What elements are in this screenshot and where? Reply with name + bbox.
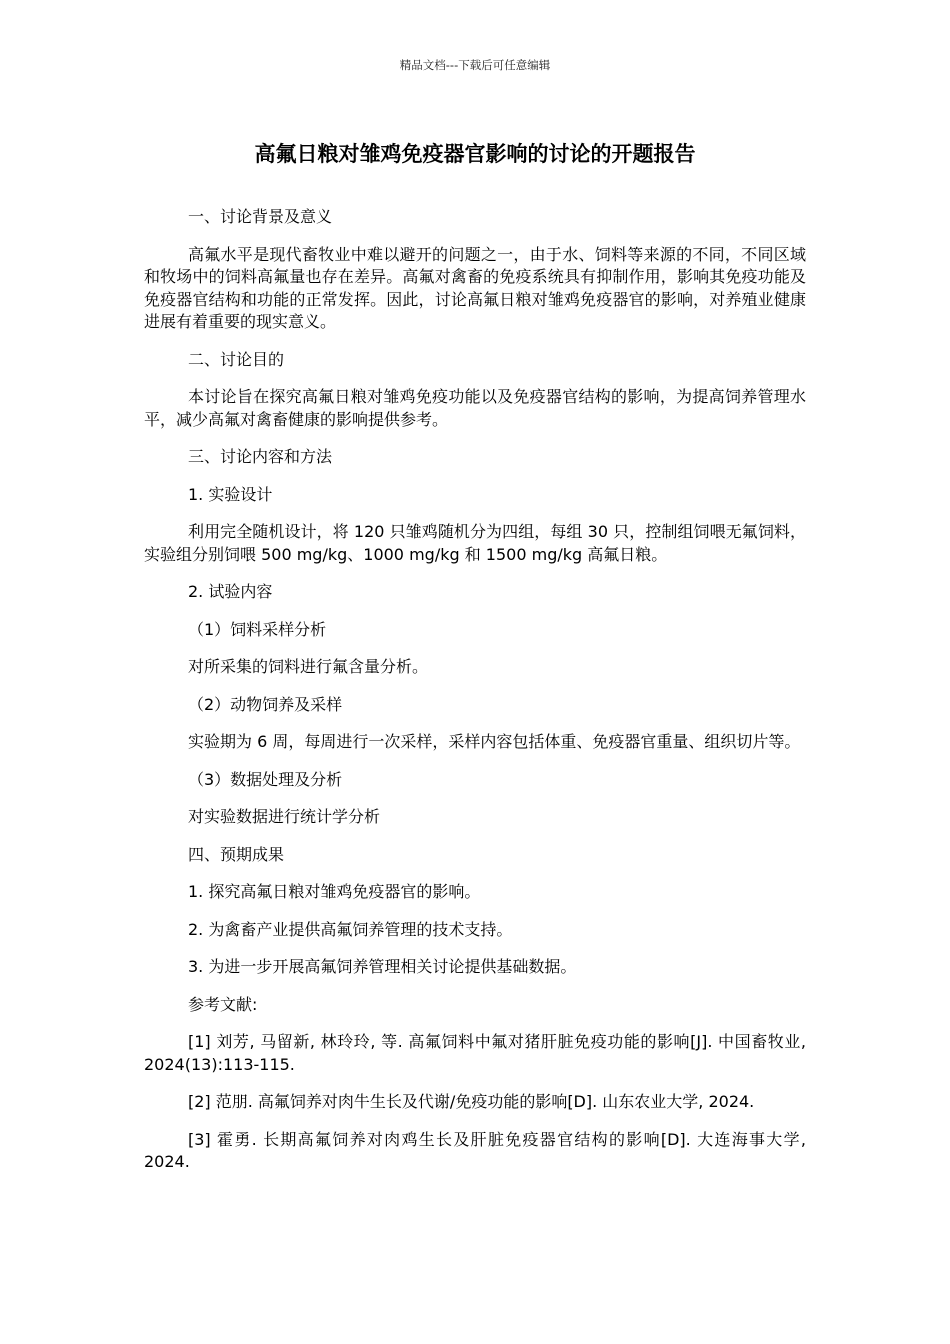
expected-result-item: 2. 为禽畜产业提供高氟饲养管理的技术支持。 bbox=[188, 919, 513, 939]
paragraph-feed-sampling: 对所采集的饲料进行氟含量分析。 bbox=[188, 657, 429, 676]
expected-result-item: 3. 为进一步开展高氟饲养管理相关讨论提供基础数据。 bbox=[188, 957, 577, 976]
item-feed-sampling: （1）饲料采样分析 bbox=[188, 619, 327, 639]
paragraph-data-analysis: 对实验数据进行统计学分析 bbox=[188, 807, 381, 826]
subheading-test-content: 2. 试验内容 bbox=[188, 582, 273, 601]
item-data-analysis: （3）数据处理及分析 bbox=[188, 769, 343, 789]
paragraph-background: 高氟水平是现代畜牧业中难以避开的问题之一，由于水、饲料等来源的不同，不同区域和牧场中的饲料高氟量也存在差异。高氟对禽畜的免疫系统具有抑制作用，影响其免疫功能及免疫器官结构和功能的正常发挥。因此，讨论高氟日粮对雏鸡免疫器官的影响，对养殖业健康进展有着重要的现实意义。 bbox=[144, 244, 806, 331]
item-animal-feeding: （2）动物饲养及采样 bbox=[188, 694, 343, 714]
expected-result-item: 1. 探究高氟日粮对雏鸡免疫器官的影响。 bbox=[188, 882, 481, 901]
document-body bbox=[144, 206, 806, 1189]
subheading-experiment-design: 1. 实验设计 bbox=[188, 484, 273, 504]
section-heading-expected-results: 四、预期成果 bbox=[188, 844, 285, 864]
references-heading: 参考文献: bbox=[188, 994, 258, 1014]
reference-item: [1] 刘芳, 马留新, 林玲玲, 等. 高氟饲料中氟对猪肝脏免疫功能的影响[J]. 中国畜牧业, 2024(13):113-115. bbox=[144, 1032, 806, 1074]
paragraph-animal-feeding: 实验期为 6 周，每周进行一次采样，采样内容包括体重、免疫器官重量、组织切片等。 bbox=[188, 732, 801, 751]
paragraph-experiment-design: 利用完全随机设计，将 120 只雏鸡随机分为四组，每组 30 只，控制组饲喂无氟饲料，实验组分别饲喂 500 mg/kg、1000 mg/kg 和 1500 mg/kg 高氟日粮。 bbox=[144, 522, 806, 564]
reference-item: [3] 霍勇. 长期高氟饲养对肉鸡生长及肝脏免疫器官结构的影响[D]. 大连海事大学, 2024. bbox=[144, 1129, 806, 1171]
document-title: 高氟日粮对雏鸡免疫器官影响的讨论的开题报告 bbox=[254, 142, 696, 166]
section-heading-background: 一、讨论背景及意义 bbox=[188, 207, 333, 226]
page-header: 精品文档---下载后可任意编辑 bbox=[399, 58, 551, 72]
section-heading-methods: 三、讨论内容和方法 bbox=[188, 447, 333, 466]
reference-item: [2] 范朋. 高氟饲养对肉牛生长及代谢/免疫功能的影响[D]. 山东农业大学, 2024. bbox=[188, 1092, 755, 1111]
section-heading-purpose: 二、讨论目的 bbox=[188, 349, 285, 369]
paragraph-purpose: 本讨论旨在探究高氟日粮对雏鸡免疫功能以及免疫器官结构的影响，为提高饲养管理水平，减少高氟对禽畜健康的影响提供参考。 bbox=[144, 387, 806, 429]
